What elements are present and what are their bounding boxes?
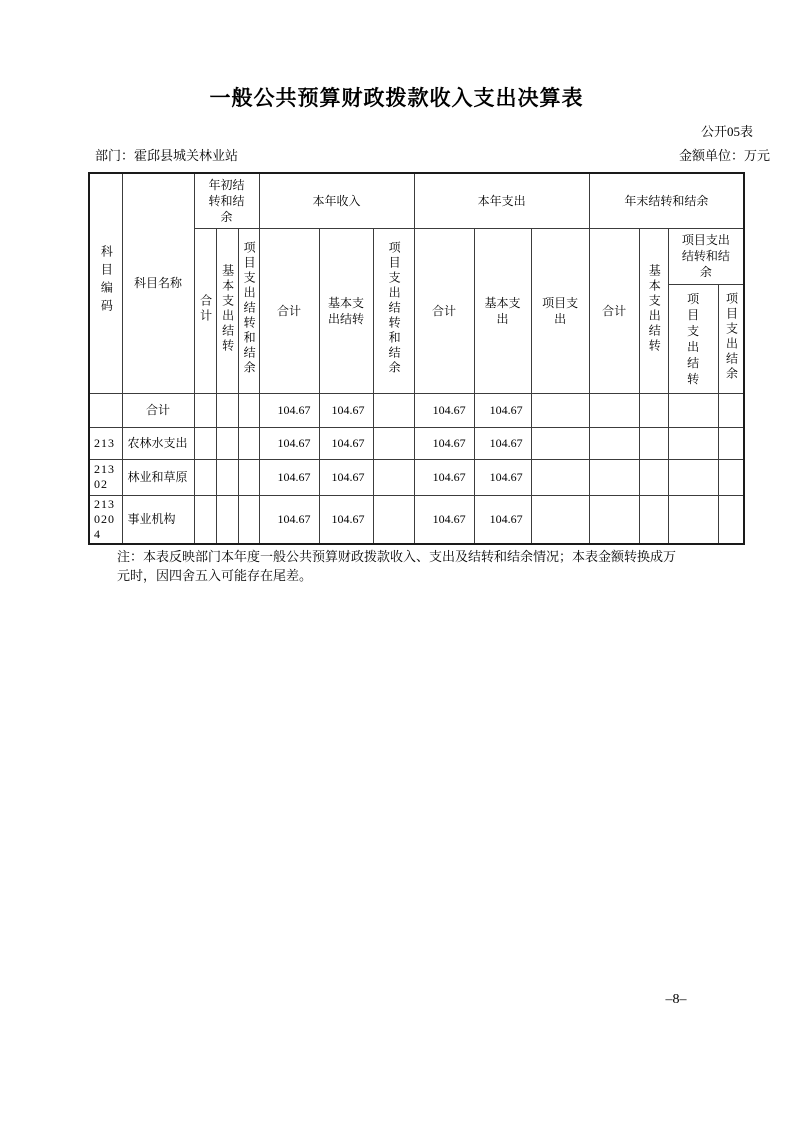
cell-income-total: 104.67	[259, 495, 319, 544]
table-header	[89, 173, 744, 393]
cell-end-project-balance	[718, 495, 744, 544]
cell-begin-total	[194, 393, 216, 427]
note-line-2: 元时，因四舍五入可能存在尾差。	[117, 568, 313, 583]
cell-end-project-balance	[718, 459, 744, 495]
note-line-1: 注：本表反映部门本年度一般公共预算财政拨款收入、支出及结转和结余情况；本表金额转换成万	[117, 549, 677, 564]
cell-expense-basic: 104.67	[474, 393, 531, 427]
table-code-label: 公开05表	[700, 124, 753, 139]
cell-code	[89, 393, 122, 427]
cell-code: 2130204	[89, 495, 122, 544]
cell-end-project-carry	[668, 495, 718, 544]
header-group-begin-balance: 年初结转和结余	[194, 173, 259, 228]
unit-label: 金额单位：万元	[678, 148, 770, 163]
cell-income-total: 104.67	[259, 459, 319, 495]
cell-end-project-carry	[668, 427, 718, 459]
cell-name: 林业和草原	[122, 459, 194, 495]
cell-income-basic: 104.67	[319, 427, 373, 459]
budget-table	[88, 172, 745, 545]
header-end-total: 合计	[589, 228, 639, 393]
cell-expense-project	[531, 427, 589, 459]
header-end-basic-carryover	[639, 228, 668, 393]
cell-expense-total: 104.67	[414, 427, 474, 459]
cell-begin-total	[194, 495, 216, 544]
cell-begin-basic	[216, 459, 238, 495]
header-income-project-carryover-balance	[373, 228, 414, 393]
cell-code: 21302	[89, 459, 122, 495]
table-row-2130204	[89, 495, 744, 544]
cell-end-project-carry	[668, 393, 718, 427]
cell-end-project-balance	[718, 393, 744, 427]
header-begin-basic-carryover	[216, 228, 238, 393]
cell-expense-basic: 104.67	[474, 427, 531, 459]
end-project-balance-label: 项目支出结余	[724, 291, 739, 382]
cell-income-project	[373, 427, 414, 459]
cell-end-basic	[639, 427, 668, 459]
cell-expense-project	[531, 495, 589, 544]
cell-income-project	[373, 393, 414, 427]
header-group-year-expense: 本年支出	[414, 173, 589, 228]
header-begin-total	[194, 228, 216, 393]
page-number: –8–	[665, 992, 687, 1007]
cell-expense-project	[531, 459, 589, 495]
cell-expense-total: 104.67	[414, 459, 474, 495]
begin-basic-carryover-label: 基本支出结转	[220, 263, 235, 354]
cell-income-total: 104.67	[259, 427, 319, 459]
subject-code-label: 科目编码	[99, 245, 114, 318]
cell-name: 农林水支出	[122, 427, 194, 459]
cell-income-total: 104.67	[259, 393, 319, 427]
cell-begin-basic	[216, 393, 238, 427]
header-income-total: 合计	[259, 228, 319, 393]
header-end-project-carryover: 项目支出结转	[668, 284, 718, 393]
cell-income-basic: 104.67	[319, 393, 373, 427]
cell-begin-project	[238, 495, 259, 544]
cell-begin-project	[238, 393, 259, 427]
table-note	[117, 547, 727, 585]
cell-end-total	[589, 495, 639, 544]
department-label: 部门：霍邱县城关林业站	[95, 148, 239, 163]
cell-income-basic: 104.67	[319, 459, 373, 495]
cell-begin-project	[238, 459, 259, 495]
cell-code: 213	[89, 427, 122, 459]
cell-income-project	[373, 495, 414, 544]
table-body	[89, 393, 744, 544]
end-basic-carryover-label: 基本支出结转	[647, 263, 662, 354]
cell-expense-project	[531, 393, 589, 427]
cell-name: 事业机构	[122, 495, 194, 544]
cell-begin-project	[238, 427, 259, 459]
cell-expense-basic: 104.67	[474, 495, 531, 544]
header-subject-name: 科目名称	[122, 173, 194, 393]
cell-income-basic: 104.67	[319, 495, 373, 544]
page-title: 一般公共预算财政拨款收入支出决算表	[209, 87, 584, 110]
cell-begin-total	[194, 427, 216, 459]
income-project-carryover-balance-label: 项目支出结转和结余	[387, 241, 402, 376]
cell-expense-total: 104.67	[414, 393, 474, 427]
cell-end-project-carry	[668, 459, 718, 495]
cell-end-total	[589, 393, 639, 427]
cell-end-total	[589, 459, 639, 495]
table-row-total	[89, 393, 744, 427]
cell-income-project	[373, 459, 414, 495]
header-end-project-balance	[718, 284, 744, 393]
cell-name: 合计	[122, 393, 194, 427]
begin-total-label: 合计	[198, 293, 213, 324]
header-group-end-balance: 年末结转和结余	[589, 173, 744, 228]
cell-end-basic	[639, 495, 668, 544]
header-expense-basic: 基本支出	[474, 228, 531, 393]
cell-end-basic	[639, 459, 668, 495]
cell-expense-total: 104.67	[414, 495, 474, 544]
header-group-row	[89, 173, 744, 228]
cell-expense-basic: 104.67	[474, 459, 531, 495]
begin-project-carryover-balance-label: 项目支出结转和结余	[242, 241, 257, 376]
cell-begin-basic	[216, 427, 238, 459]
header-expense-total: 合计	[414, 228, 474, 393]
header-group-year-income: 本年收入	[259, 173, 414, 228]
table-row-21302	[89, 459, 744, 495]
cell-end-basic	[639, 393, 668, 427]
cell-begin-total	[194, 459, 216, 495]
header-end-project-carryover-balance-group: 项目支出结转和结余	[668, 228, 744, 284]
header-income-basic-carryover: 基本支出结转	[319, 228, 373, 393]
header-expense-project: 项目支出	[531, 228, 589, 393]
table-row-213	[89, 427, 744, 459]
meta-row	[95, 145, 770, 164]
cell-end-project-balance	[718, 427, 744, 459]
cell-end-total	[589, 427, 639, 459]
header-subject-code	[89, 173, 122, 393]
header-begin-project-carryover-balance	[238, 228, 259, 393]
cell-begin-basic	[216, 495, 238, 544]
